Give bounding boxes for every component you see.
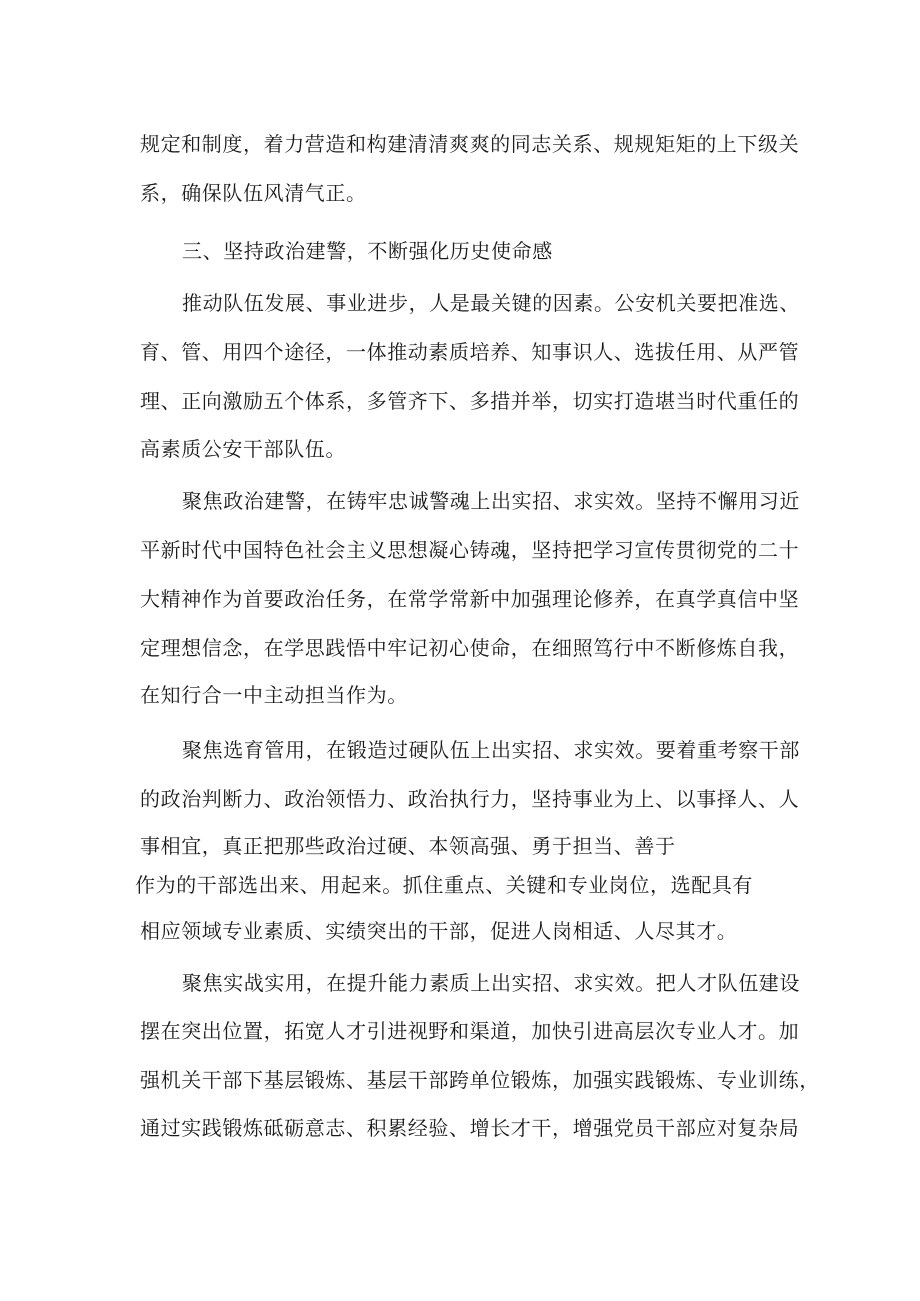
text-line: 系，确保队伍风清气正。 — [140, 181, 367, 205]
text-line: 通过实践锻炼砥砺意志、积累经验、增长才干，增强党员干部应对复杂局 — [140, 1116, 800, 1140]
paragraph-first-line: 聚焦选育管用，在锻造过硬队伍上出实招、求实效。要着重考察干部 — [182, 738, 800, 762]
text-line: 的政治判断力、政治领悟力、政治执行力，坚持事业为上、以事择人、人 — [140, 787, 800, 811]
text-line: 作为的干部选出来、用起来。抓住重点、关键和专业岗位，选配具有 — [135, 873, 753, 897]
paragraph-first-line: 聚焦实战实用，在提升能力素质上出实招、求实效。把人才队伍建设 — [182, 971, 800, 995]
text-line: 育、管、用四个途径，一体推动素质培养、知事识人、选拔任用、从严管 — [140, 340, 800, 364]
text-line: 摆在突出位置，拓宽人才引进视野和渠道，加快引进高层次专业人才。加 — [140, 1019, 800, 1043]
section-heading: 三、坚持政治建警，不断强化历史使命感 — [182, 239, 553, 263]
text-line: 强机关干部下基层锻炼、基层干部跨单位锻炼，加强实践锻炼、专业训练， — [140, 1068, 820, 1092]
text-line: 理、正向激励五个体系，多管齐下、多措并举，切实打造堪当时代重任的 — [140, 389, 800, 413]
text-line: 事相宜，真正把那些政治过硬、本领高强、勇于担当、善于 — [140, 834, 676, 858]
paragraph-first-line: 推动队伍发展、事业进步，人是最关键的因素。公安机关要把准选、 — [182, 291, 800, 315]
paragraph-first-line: 聚焦政治建警，在铸牢忠诚警魂上出实招、求实效。坚持不懈用习近 — [182, 489, 800, 513]
text-line: 平新时代中国特色社会主义思想凝心铸魂，坚持把学习宣传贯彻党的二十 — [140, 538, 800, 562]
text-line: 高素质公安干部队伍。 — [140, 437, 346, 461]
text-line: 相应领域专业素质、实绩突出的干部，促进人岗相适、人尽其才。 — [140, 919, 738, 943]
text-line: 大精神作为首要政治任务，在常学常新中加强理论修养，在真学真信中坚 — [140, 587, 800, 611]
text-line: 在知行合一中主动担当作为。 — [140, 683, 408, 707]
text-line: 定理想信念，在学思践悟中牢记初心使命，在细照笃行中不断修炼自我， — [140, 636, 800, 660]
text-line: 规定和制度，着力营造和构建清清爽爽的同志关系、规规矩矩的上下级关 — [140, 132, 800, 156]
